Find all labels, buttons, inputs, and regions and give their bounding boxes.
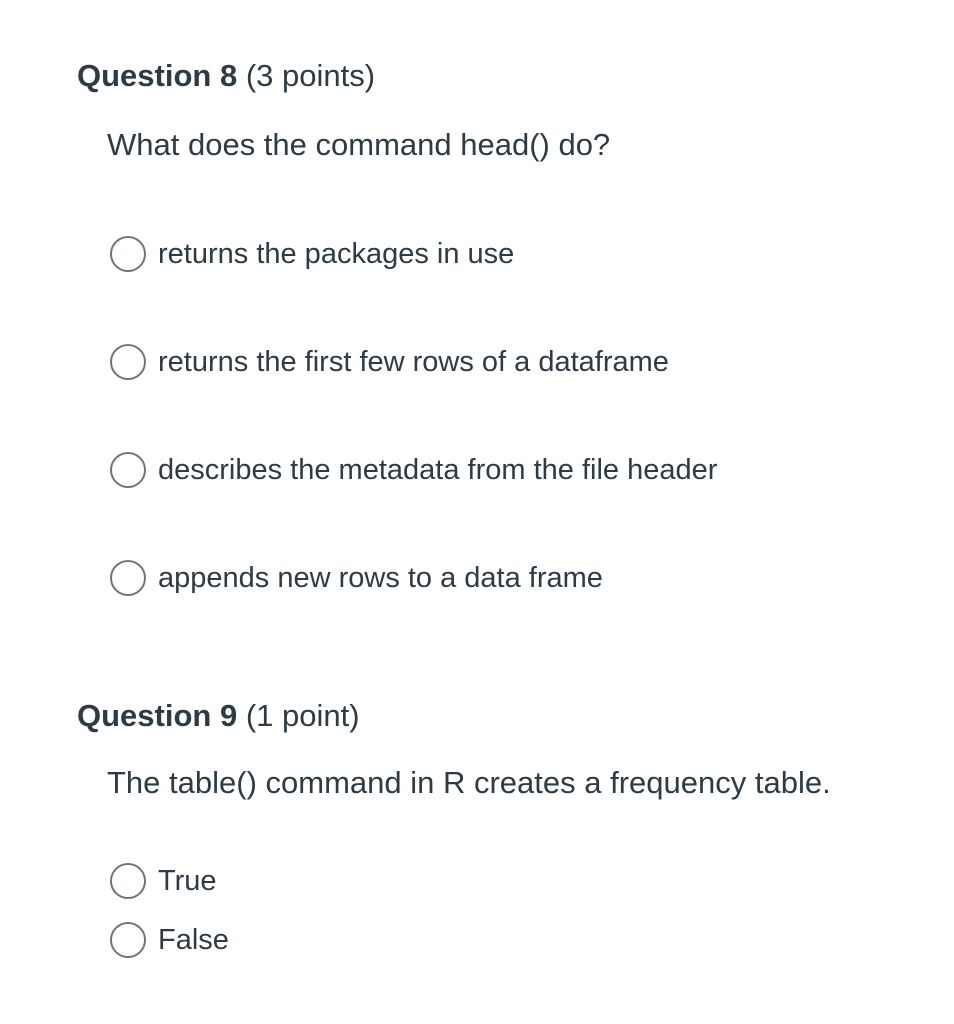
answer-option-label: False: [158, 924, 229, 956]
question-text: What does the command head() do?: [107, 127, 611, 162]
answer-option-label: True: [158, 865, 217, 897]
answer-option-label: appends new rows to a data frame: [158, 562, 603, 594]
radio-button[interactable]: [110, 452, 146, 488]
answer-option-label: returns the first few rows of a dataframe: [158, 346, 669, 378]
question-text: The table() command in R creates a frequency table.: [107, 765, 831, 800]
question-points: (3 points): [245, 58, 376, 93]
answer-option-label: describes the metadata from the file header: [158, 454, 718, 486]
answer-option-packages[interactable]: [110, 234, 514, 274]
answer-option-label: returns the packages in use: [158, 238, 515, 270]
question-8: [77, 56, 718, 594]
answer-option-metadata[interactable]: [110, 450, 717, 490]
answer-option-first-rows[interactable]: [110, 342, 669, 382]
answer-option-append-rows[interactable]: [110, 558, 603, 598]
radio-button[interactable]: [110, 922, 146, 958]
question-title: Question 8: [77, 58, 238, 93]
question-points: (1 point): [245, 698, 360, 733]
question-9: [77, 696, 831, 956]
radio-button[interactable]: [110, 863, 146, 899]
answer-option-false[interactable]: [110, 920, 229, 960]
question-header: [77, 696, 360, 736]
question-header: [77, 56, 375, 96]
radio-button[interactable]: [110, 344, 146, 380]
radio-button[interactable]: [110, 236, 146, 272]
radio-button[interactable]: [110, 560, 146, 596]
question-title: Question 9: [77, 698, 238, 733]
answer-option-true[interactable]: [110, 861, 217, 901]
